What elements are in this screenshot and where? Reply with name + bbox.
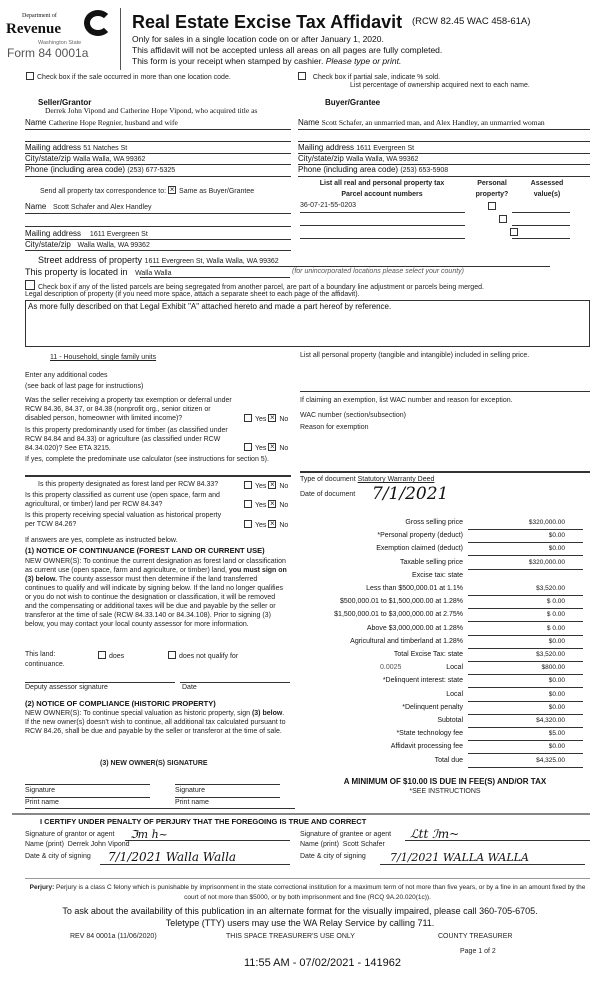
left-date: Date	[182, 684, 197, 691]
fee-label: Local	[446, 690, 463, 698]
left-q1: Was the seller receiving a property tax exemption or deferral under RCW 84.36, 84.37, or 84.38 (nonprofit org., senior citizen or disabled person, homeowner with limited income)?	[25, 397, 232, 422]
parcels-h1: List all real and personal property tax	[319, 180, 445, 187]
left-q2: Is this property predominantly used for timber (as classified under RCW 84.84 and 84.33) or agriculture (as classified under RCW 84.34.020)? See ETA 3215.	[25, 427, 228, 452]
header-rcw: (RCW 82.45 WAC 458-61A)	[412, 16, 531, 27]
footer-perjury: Perjury is a class C felony which is punishable by imprisonment in the state correctional institution for a maximum term of not more than five years, or by a fine in an amount fixed by the court of not more than $5000, or by both imprisonment and fine (RCQ 9A.20.020(1c)).	[54, 884, 586, 901]
fee-label: *State technology fee	[396, 730, 463, 738]
rule-line	[300, 212, 465, 213]
correspondence-name-label: Name	[25, 202, 47, 211]
certify-sig-grantee: Signature of grantee or agent	[300, 831, 392, 838]
grantor-print-name[interactable]: Derrek John Vipond	[67, 841, 130, 848]
rule-line	[25, 878, 590, 879]
fee-value[interactable]: $800.00	[541, 664, 565, 672]
rule-line	[25, 250, 291, 251]
q1-no-checkbox[interactable]	[268, 414, 276, 422]
rule-line	[298, 129, 590, 130]
correspondence-label: Send all property tax correspondence to:	[40, 188, 167, 195]
rule-line	[25, 141, 291, 142]
property-location[interactable]: Walla Walla	[135, 270, 172, 277]
left-n2h: (2) NOTICE OF COMPLIANCE (HISTORIC PROPERTY)	[25, 699, 216, 708]
header-state: Washington State	[38, 40, 82, 46]
rule-line	[25, 784, 150, 785]
left-cont: continuance.	[25, 661, 65, 668]
new-owner-signature-2[interactable]: Signature	[175, 787, 205, 794]
checkbox[interactable]	[244, 414, 252, 422]
fee-label: Taxable selling price	[399, 558, 463, 566]
left-q2note: If yes, complete the predominate use calculator (see instructions for section 5).	[25, 456, 269, 463]
personal-property-checkbox[interactable]	[499, 215, 507, 223]
buyer-city-label: City/state/zip	[298, 154, 344, 163]
rule-line	[180, 682, 290, 683]
right-doctype-label: Type of document	[300, 476, 356, 483]
footer-treasurer-use: THIS SPACE TREASURER'S USE ONLY	[226, 933, 355, 940]
right-pp: List all personal property (tangible and intangible) included in selling price.	[300, 352, 530, 359]
partial-sale-checkbox[interactable]	[298, 72, 306, 80]
q3-no-checkbox[interactable]	[268, 481, 276, 489]
left-n1a: NEW OWNER(S): To continue the current designation as forest land or classification as current use (open space, farm and agriculture, or timber) land,	[25, 558, 286, 574]
rule-line	[175, 797, 280, 798]
q5-no-checkbox[interactable]	[268, 520, 276, 528]
checkbox[interactable]	[244, 520, 252, 528]
personal-property-checkbox[interactable]	[488, 202, 496, 210]
seller-name-field[interactable]: Catherine Hope Regnier, husband and wife	[48, 118, 178, 127]
left-no: No	[279, 502, 289, 509]
header-line1: Only for sales in a single location code on or after January 1, 2020.	[132, 34, 384, 44]
correspondence-name[interactable]: Scott Schafer and Alex Handley	[53, 204, 152, 211]
left-print: Print name	[25, 799, 59, 806]
fee-value[interactable]: $320,000.00	[528, 558, 565, 566]
rule-line	[12, 813, 590, 815]
receipt-stamp: 11:55 AM - 07/02/2021 - 141962	[244, 957, 401, 969]
rule-line	[25, 226, 291, 227]
right-wac: WAC number (section/subsection)	[300, 412, 406, 419]
grantor-date-city[interactable]: 7/1/2021 Walla Walla	[108, 850, 237, 864]
rule-line	[512, 225, 570, 226]
left-deputy: Deputy assessor signature	[25, 684, 108, 691]
rule-line	[100, 864, 290, 865]
left-n2c: . If the new owner(s) doesn't wish to continue, all additional tax calculated pursuant to RCW 84.26, shall be due and payable by the seller or transferor at the time of sale.	[25, 710, 286, 735]
left-yes: Yes	[255, 445, 267, 452]
seller-mail-label: Mailing address	[25, 143, 82, 152]
property-segregate: Check box if any of the listed parcels are being segregated from another parcel, are part of a boundary line adjustment or parcels being merged.	[38, 284, 484, 291]
rule-line	[512, 212, 570, 213]
header-form: Form 84 0001a	[7, 46, 89, 60]
right-min: A MINIMUM OF $10.00 IS DUE IN FEE(S) AND/OR TAX	[343, 777, 547, 786]
rule-line	[300, 225, 465, 226]
rule-line	[25, 682, 175, 683]
checks-multi: Check box if the sale occurred in more than one location code.	[37, 74, 231, 81]
correspondence-address[interactable]: 1611 Evergreen St	[89, 231, 148, 238]
fee-value[interactable]: $ 0.00	[546, 598, 565, 606]
fee-label: Affidavit processing fee	[390, 743, 463, 751]
buyer-mailing-address[interactable]: 1611 Evergreen St	[356, 145, 415, 152]
seller-mailing-address[interactable]: 51 Natches St	[83, 145, 128, 152]
grantor-signature[interactable]: ℑm h~	[130, 828, 168, 841]
grantee-signature[interactable]: ℒtt ℐm~	[410, 827, 460, 841]
fee-label: Gross selling price	[405, 519, 463, 526]
certify-name-label: Name (print)	[25, 841, 64, 848]
seller-phone[interactable]: (253) 677-5325	[127, 167, 176, 174]
fee-label: Less than $500,000.01 at 1.1%	[366, 585, 463, 592]
property-located-note: (for unincorporated locations please select your county)	[292, 268, 464, 275]
rule-line	[25, 129, 291, 130]
seller-city-label: City/state/zip	[25, 154, 71, 163]
q2-no-checkbox[interactable]	[268, 443, 276, 451]
checkbox[interactable]	[244, 500, 252, 508]
left-doesnot: does not qualify for	[179, 653, 239, 660]
footer-tty: Teletype (TTY) users may use the WA Relay Service by calling 711.	[165, 918, 435, 928]
certify-heading: I CERTIFY UNDER PENALTY OF PERJURY THAT THE FOREGOING IS TRUE AND CORRECT	[40, 817, 367, 826]
certify-name-label: Name (print)	[300, 841, 339, 848]
right-rate-local: 0.0025	[380, 664, 402, 671]
rule-line	[140, 277, 290, 278]
fee-value[interactable]: $0.00	[548, 703, 565, 711]
new-owner-signature-1[interactable]: Signature	[25, 787, 55, 794]
certify-date-label: Date & city of signing	[25, 853, 91, 860]
rule-line	[25, 213, 291, 214]
buyer-city[interactable]: Walla Walla, WA 99362	[346, 156, 419, 163]
seller-name-label: Name	[25, 118, 47, 127]
left-answers: If answers are yes, complete as instructed below.	[25, 537, 178, 544]
header-line2: This affidavit will not be accepted unless all areas on all pages are fully completed.	[132, 45, 443, 55]
property-street-label: Street address of property	[38, 255, 143, 265]
correspondence-same: Same as Buyer/Grantee	[179, 188, 255, 195]
page-title: Real Estate Excise Tax Affidavit	[132, 12, 403, 32]
multi-location-checkbox[interactable]	[26, 72, 34, 80]
correspondence-mail-label: Mailing address	[25, 229, 82, 238]
buyer-phone[interactable]: (253) 653-5908	[400, 167, 449, 174]
fee-value[interactable]: $0.00	[548, 545, 565, 553]
fee-value[interactable]: $3,520.00	[536, 651, 565, 658]
right-reason: Reason for exemption	[300, 424, 369, 431]
footer-rev: REV 84 0001a (11/06/2020)	[70, 933, 157, 940]
fee-label: Subtotal	[437, 717, 463, 724]
left-no: No	[279, 522, 289, 529]
parcels-pp1: Personal	[477, 180, 507, 187]
right-exempt: If claiming an exemption, list WAC number and reason for exception.	[300, 397, 513, 404]
rule-line	[298, 176, 590, 177]
fee-label: *Delinquent penalty	[402, 703, 463, 711]
parcels-av2: value(s)	[533, 191, 561, 198]
left-yes: Yes	[255, 416, 267, 423]
rule-line	[300, 471, 590, 473]
seller-city[interactable]: Walla Walla, WA 99362	[73, 156, 146, 163]
rule-line	[512, 238, 570, 239]
property-located-label: This property is located in	[25, 267, 128, 277]
fee-value[interactable]: $4,320.00	[536, 717, 565, 724]
footer-county: COUNTY TREASURER	[438, 933, 513, 940]
fee-label: Excise tax: state	[412, 571, 463, 579]
rule-line	[175, 784, 280, 785]
parcels-av1: Assessed	[530, 180, 564, 187]
same-as-buyer-checkbox[interactable]	[168, 186, 176, 194]
rule-line	[380, 864, 585, 865]
grantee-date-city[interactable]: 7/1/2021 WALLA WALLA	[390, 851, 529, 864]
right-docdate-label: Date of document	[300, 491, 356, 498]
fee-value[interactable]: $ 0.00	[546, 611, 565, 619]
left-yes: Yes	[255, 502, 267, 509]
fee-label: Exemption claimed (deduct)	[376, 545, 463, 553]
footer-page: Page 1 of 2	[460, 948, 496, 955]
buyer-heading: Buyer/Grantee	[325, 98, 381, 107]
segregated-parcel-checkbox[interactable]	[25, 280, 35, 290]
fee-label: $1,500,000.01 to $3,000,000.00 at 2.75%	[334, 611, 463, 619]
fee-label: $500,000.01 to $1,500,000.00 at 1.28%	[340, 598, 463, 606]
certify-date-label: Date & city of signing	[300, 853, 366, 860]
left-n1b: you must sign on (3) below.	[25, 567, 287, 583]
fee-value[interactable]: $0.00	[548, 690, 565, 698]
use-code[interactable]: 11 - Household, single family units	[50, 354, 157, 361]
parcels-h2: Parcel account numbers	[341, 191, 423, 198]
buyer-name-field[interactable]: Scott Schafer, an unmarried man, and Alex Handley, an unmarried woman	[321, 118, 545, 127]
fee-value[interactable]: $5.00	[548, 730, 565, 738]
does-qualify-checkbox[interactable]	[98, 651, 106, 659]
fee-label: Agricultural and timberland at 1.28%	[350, 637, 463, 645]
rule-line	[25, 475, 291, 477]
left-n2a: NEW OWNER(S): To continue special valuation as historic property, sign	[25, 710, 252, 717]
left-n3h: (3) NEW OWNER(S) SIGNATURE	[100, 760, 208, 767]
footer-perjury-b: Perjury:	[29, 884, 55, 891]
left-q5: Is this property receiving special valuation as historical property per TCW 84.26?	[25, 512, 222, 528]
property-street-address[interactable]: 1611 Evergreen St, Walla Walla, WA 99362	[144, 258, 279, 265]
left-n2b: (3) below	[251, 710, 283, 717]
left-no: No	[279, 445, 289, 452]
left-addl1: Enter any additional codes	[25, 372, 108, 379]
parcel-number[interactable]: 36-07-21-55-0203	[300, 202, 357, 209]
fee-value[interactable]: $4,325.00	[536, 756, 565, 764]
rule-line	[298, 141, 590, 142]
grantee-print-name[interactable]: Scott Schafer	[342, 841, 385, 848]
seller-name-line1: Derrek John Vipond and Catherine Hope Vipond, who acquired title as	[45, 106, 258, 115]
left-n1c: The county assessor must then determine if the land transferred continues to qualify and will indicate by signing below. If the land no longer qualifies or you do not wish to continue the designation or classification, it will be removed and the compensating or additional taxes will be due and payable by the seller or transferor at the time of sale (RCW 84.33.140 or 84.34.108). Prior to signing (3) below, you may contact your local county assessor for more information.	[25, 576, 283, 628]
header-divider	[120, 8, 121, 70]
personal-property-checkbox[interactable]	[510, 228, 518, 236]
header-dept: Department of	[22, 13, 57, 19]
rule-line	[25, 797, 150, 798]
left-no: No	[279, 416, 289, 423]
revenue-swirl-icon	[84, 10, 112, 36]
rule-line	[300, 238, 465, 239]
rule-line	[25, 808, 295, 809]
fee-value[interactable]: $0.00	[548, 637, 565, 645]
property-legal-label: Legal description of property (if you need more space, attach a separate sheet to each page of the affidavit).	[25, 291, 360, 298]
correspondence-city-label: City/state/zip	[25, 240, 71, 249]
left-land: This land:	[25, 651, 56, 658]
right-see: *SEE INSTRUCTIONS	[409, 788, 481, 795]
legal-description-box[interactable]: As more fully described on that Legal Exhibit "A" attached hereto and made a part hereof by reference.	[25, 300, 590, 347]
rule-line	[125, 840, 290, 841]
checks-partial: Check box if partial sale, indicate % sold.	[312, 74, 441, 81]
q4-no-checkbox[interactable]	[268, 500, 276, 508]
left-yes: Yes	[255, 483, 267, 490]
fee-label: Local	[446, 664, 463, 672]
fee-label: *Personal property (deduct)	[377, 532, 463, 540]
fee-value[interactable]: $320,000.00	[528, 519, 565, 526]
correspondence-city[interactable]: Walla Walla, WA 99362	[77, 242, 150, 249]
left-n1h: (1) NOTICE OF CONTINUANCE (FOREST LAND OR CURRENT USE)	[25, 546, 265, 555]
parcels-pp2: property?	[475, 191, 509, 198]
left-q3: Is this property designated as forest land per RCW 84.33?	[38, 481, 219, 488]
seller-heading: Seller/Grantor	[38, 98, 92, 107]
buyer-mail-label: Mailing address	[298, 143, 355, 152]
seller-phone-label: Phone (including area code)	[25, 165, 126, 174]
document-type[interactable]: Statutory Warranty Deed	[357, 476, 435, 483]
fee-label: *Delinquent interest: state	[382, 677, 463, 685]
buyer-phone-label: Phone (including area code)	[298, 165, 399, 174]
certify-sig-grantor: Signature of grantor or agent	[25, 831, 115, 838]
left-print: Print name	[175, 799, 209, 806]
fee-value[interactable]: $ 0.00	[546, 624, 565, 632]
left-addl2: (see back of last page for instructions)	[25, 383, 144, 390]
left-does: does	[109, 653, 125, 660]
checks-partial2: List percentage of ownership acquired next to each name.	[350, 82, 530, 89]
does-not-qualify-checkbox[interactable]	[168, 651, 176, 659]
left-no: No	[279, 483, 289, 490]
checkbox[interactable]	[244, 481, 252, 489]
rule-line	[25, 176, 291, 177]
footer-alt: To ask about the availability of this publication in an alternate format for the visually impaired, please call 360-705-6705.	[62, 906, 538, 916]
fee-value[interactable]: $0.00	[548, 677, 565, 685]
left-yes: Yes	[255, 522, 267, 529]
rule-line	[150, 266, 550, 267]
fee-label: Total Excise Tax: state	[393, 651, 463, 658]
rule-line	[300, 391, 590, 392]
buyer-name-label: Name	[298, 118, 320, 127]
fee-value[interactable]: $0.00	[548, 532, 565, 540]
header-revenue: Revenue	[6, 21, 61, 37]
document-date[interactable]: 7/1/2021	[372, 484, 449, 504]
header-line3: This form is your receipt when stamped by cashier.	[132, 56, 324, 66]
fee-value[interactable]: $3,520.00	[536, 585, 565, 592]
checkbox[interactable]	[244, 443, 252, 451]
header-line3i: Please type or print.	[325, 56, 402, 66]
fee-value[interactable]: $0.00	[548, 743, 565, 751]
rule-line	[405, 840, 590, 841]
fee-label: Total due	[434, 756, 463, 764]
fee-label: Above $3,000,000.00 at 1.28%	[366, 624, 463, 632]
left-q4: Is this property classified as current use (open space, farm and agricultural, or timber) land per RCW 84.34?	[25, 492, 220, 508]
